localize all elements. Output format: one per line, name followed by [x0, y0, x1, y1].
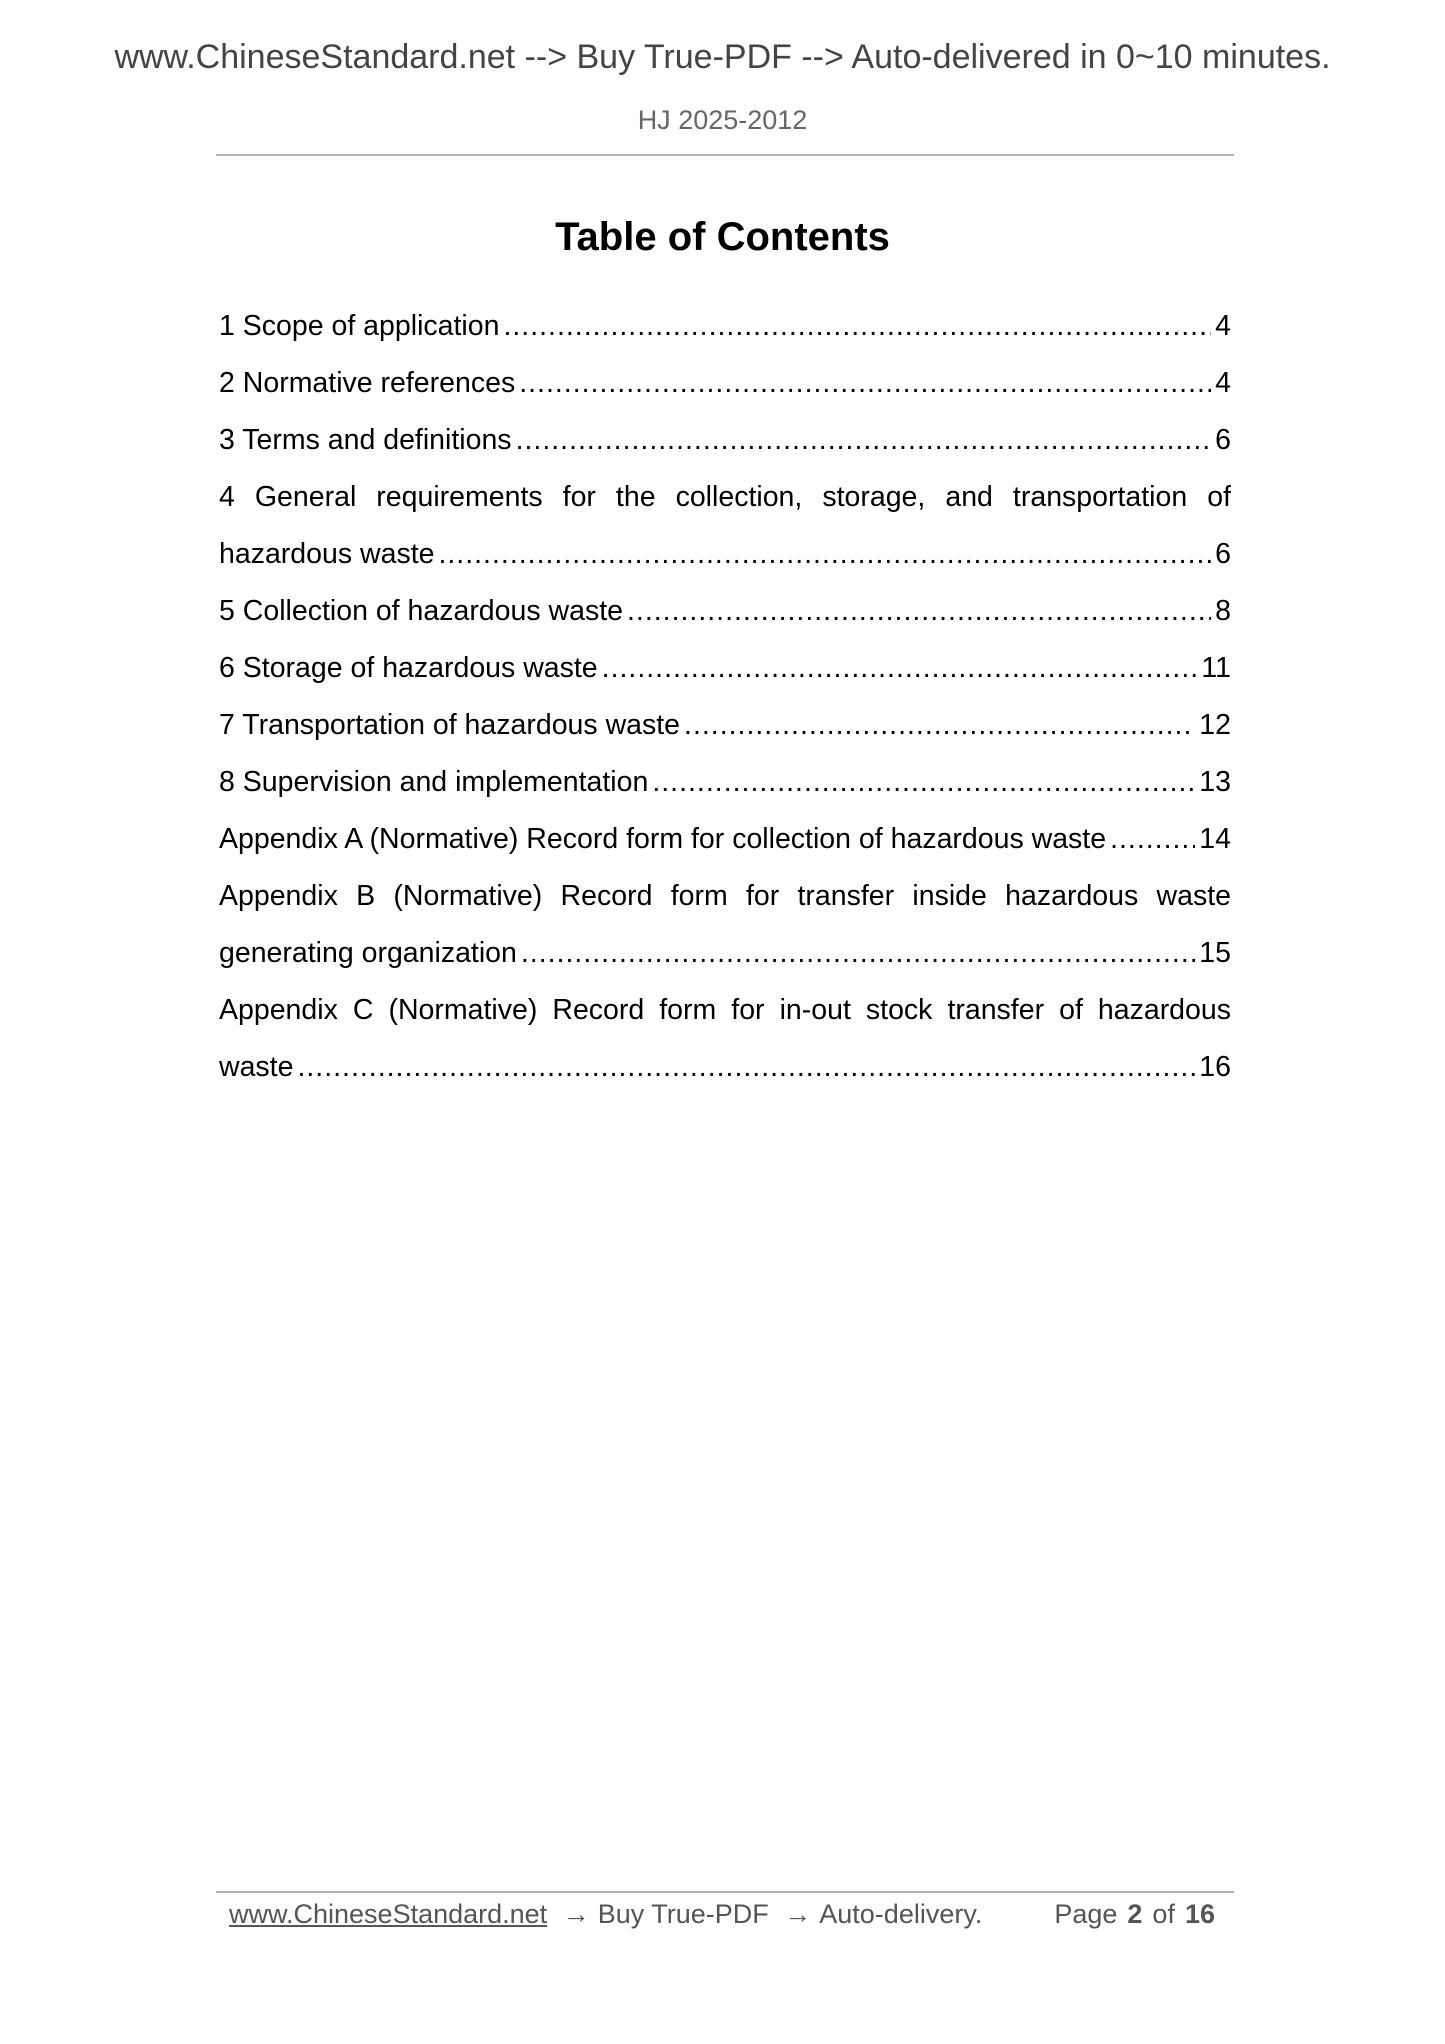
page-footer — [229, 1896, 1225, 1932]
toc-entry-title-line: Appendix C (Normative) Record form for in-out stock transfer of hazardous — [219, 994, 1231, 1026]
toc-page-number: 12 — [1199, 709, 1231, 741]
arrow-right-icon: → — [562, 1898, 590, 1929]
current-page-number: 2 — [1127, 1898, 1143, 1929]
toc-page-number: 14 — [1199, 823, 1231, 855]
toc-dot-leader — [516, 412, 1212, 469]
toc-dot-leader — [521, 925, 1195, 982]
toc-entry[interactable] — [219, 298, 1231, 355]
toc-entry[interactable] — [219, 868, 1231, 982]
toc-dot-leader — [503, 298, 1211, 355]
toc-entry-title: 6 Storage of hazardous waste — [219, 652, 598, 684]
toc-dot-leader — [438, 526, 1211, 583]
top-banner: www.ChineseStandard.net --> Buy True-PDF --> Auto-delivered in 0~10 minutes. — [114, 38, 1331, 76]
footer-delivery-text: Auto-delivery. — [819, 1898, 983, 1929]
footer-buy-text: Buy True-PDF — [597, 1898, 769, 1929]
arrow-right-icon: → — [784, 1898, 812, 1929]
toc-entry-title: 8 Supervision and implementation — [219, 766, 649, 798]
toc-page-number: 11 — [1201, 652, 1231, 684]
toc-dot-leader — [297, 1039, 1195, 1096]
toc-dot-leader — [627, 583, 1211, 640]
toc-entry[interactable] — [219, 469, 1231, 583]
page-of-label: of — [1152, 1898, 1175, 1929]
toc-page-number: 15 — [1199, 937, 1231, 969]
toc-entry[interactable] — [219, 412, 1231, 469]
toc-entry-title: 3 Terms and definitions — [219, 424, 512, 456]
total-pages-number: 16 — [1184, 1898, 1215, 1929]
page-title: Table of Contents — [555, 215, 890, 259]
footer-website-link[interactable]: www.ChineseStandard.net — [229, 1898, 548, 1929]
toc-page-number: 16 — [1199, 1051, 1231, 1083]
toc-page-number: 6 — [1215, 538, 1231, 570]
toc-entry[interactable] — [219, 982, 1231, 1096]
toc-entry-title: 5 Collection of hazardous waste — [219, 595, 623, 627]
toc-entry-title-line: Appendix B (Normative) Record form for transfer inside hazardous waste — [219, 880, 1231, 912]
toc-page-number: 4 — [1215, 310, 1231, 342]
toc-dot-leader — [519, 355, 1211, 412]
header-divider — [216, 154, 1234, 156]
footer-divider — [216, 1891, 1234, 1893]
toc-entry[interactable] — [219, 583, 1231, 640]
toc-dot-leader — [684, 697, 1195, 754]
toc-entry[interactable] — [219, 640, 1231, 697]
toc-page-number: 8 — [1215, 595, 1231, 627]
toc-entry[interactable] — [219, 754, 1231, 811]
toc-entry-title: Appendix A (Normative) Record form for collection of hazardous waste — [219, 823, 1107, 855]
toc-entry-title-line: 4 General requirements for the collection, storage, and transportation of — [219, 481, 1231, 513]
footer-left — [229, 1899, 982, 1930]
toc-entry-title: generating organization — [219, 937, 517, 969]
toc-entry-title: hazardous waste — [219, 538, 435, 570]
toc-entry-title: 7 Transportation of hazardous waste — [219, 709, 681, 741]
page-label: Page — [1054, 1898, 1118, 1929]
document-code: HJ 2025-2012 — [637, 105, 808, 135]
toc-dot-leader — [652, 754, 1195, 811]
toc-page-number: 4 — [1215, 367, 1231, 399]
toc-dot-leader — [1110, 811, 1195, 868]
toc-page-number: 13 — [1199, 766, 1231, 798]
toc-entry-title: 1 Scope of application — [219, 310, 500, 342]
toc-dot-leader — [602, 640, 1198, 697]
table-of-contents — [219, 298, 1231, 1096]
toc-entry[interactable] — [219, 811, 1231, 868]
toc-entry-title: 2 Normative references — [219, 367, 516, 399]
toc-entry[interactable] — [219, 355, 1231, 412]
toc-entry-title: waste — [219, 1051, 294, 1083]
toc-page-number: 6 — [1215, 424, 1231, 456]
toc-entry[interactable] — [219, 697, 1231, 754]
page-indicator — [1054, 1899, 1225, 1930]
